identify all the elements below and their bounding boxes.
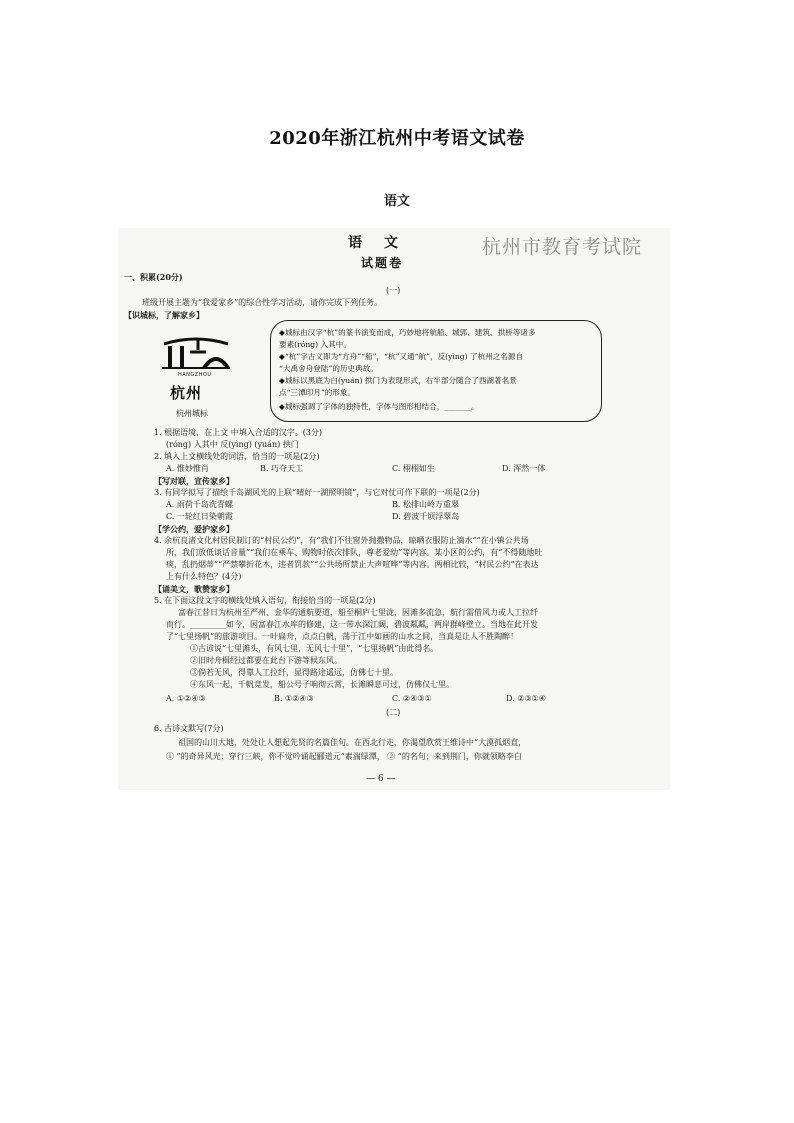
- option-d: D. 碧波千顷浮翠岛: [392, 512, 460, 521]
- section-heading: 一、积累(20分): [124, 272, 183, 282]
- passage-line: 富春江昔日为杭州至严州、金华的通航要道，船至桐庐七里泷，因滩多流急，航行需借风力或人工拉纤: [178, 608, 538, 617]
- passage-line: 了“七里扬帆”的旅游项目。一叶扁舟，点点白帆，荡于江中如画的山水之间，当真是让人不胜陶醉！: [166, 632, 519, 641]
- question-4-line: 痰，乱扔烟蒂”“严禁攀折花木，违者罚款”“公共场所禁止大声喧哗”等内容。两相比较，“村民公约”在表达: [166, 560, 539, 569]
- city-logo: [156, 328, 236, 424]
- task-heading: 【学公约，爱护家乡】: [154, 524, 234, 534]
- logo-english-text: HANGZHOU: [178, 372, 212, 378]
- part-marker: (一): [386, 286, 401, 295]
- hangzhou-logo-icon: [160, 328, 232, 372]
- box-line: ◆“杭”字古义即为“方舟”“船”，“杭”又通“航”，反(yìng) 了杭州之名源自: [279, 352, 524, 361]
- question-3: 3. 有同学拟写了描绘千岛湖风光的上联“晴好一湖照明镜”，与它对仗可作下联的一项是(2分): [154, 488, 480, 497]
- box-line: ◆城标以黑底为白(yuán) 拱门为表现形式，右半部分随合了西湖著名景: [279, 376, 517, 385]
- option-c: C. 栩栩如生: [392, 464, 435, 473]
- question-4-line: 4. 余杭良渚文化村居民制订的“村民公约”，有“我们不往窗外抛撒物品，晾晒衣服防止滴水”“在小镇公共场: [154, 536, 529, 545]
- question-5: 5. 在下面这段文字的横线处填入语句，衔接恰当的一项是(2分): [154, 596, 376, 605]
- logo-caption: 杭州城标: [176, 409, 208, 418]
- option-c: C. 一轮红日染朝霞: [166, 512, 233, 521]
- sentence-item: ④东风一起，千帆竞发，船公号子响彻云霄，长滩瞬息可过，仿佛仅七里。: [190, 680, 454, 689]
- question-1-blanks: (róng) 入其中 反(yìng) (yuán) 拱门: [166, 440, 299, 449]
- option-d: D. 浑然一体: [502, 464, 546, 473]
- box-line: 点“三潭印月”的形象。: [279, 388, 356, 397]
- part-marker: (二): [386, 708, 401, 717]
- sentence-item: ③倘若无风，得靠人工拉纤，显得路途遥远，仿佛七十里。: [190, 668, 398, 677]
- question-2: 2. 填入上文横线处的词语，恰当的一项是(2分): [154, 452, 320, 461]
- question-4-line: 上有什么特色？(4分): [166, 572, 242, 581]
- poetry-line: ① ”的奇异风光；穿行三峡，你不觉吟诵起郦道元“素湍绿潭， ② ”的名句；来到荆门，你就领略李白: [166, 752, 522, 761]
- option-a: A. 惟妙惟肖: [166, 464, 209, 473]
- option-a: A. 雨荷千岛洗青螺: [166, 500, 233, 509]
- passage-line: 而行。_________如今，因富春江水库的修建，这一带水深江阔，碧波粼粼，两岸群峰壁立。当地在此开发: [166, 620, 538, 629]
- poetry-line: 祖国的山川大地，处处让人想起先贤的名篇佳句。在西北行走，你渴望欣赏王维诗中“大漠孤烟直，: [178, 738, 527, 747]
- intro-text: 班级开展主题为“我爱家乡”的综合性学习活动，请你完成下列任务。: [142, 298, 383, 307]
- option-b: B. 巧夺天工: [260, 464, 303, 473]
- logo-chinese-text: 杭州: [170, 384, 203, 402]
- task-heading: 【写对联，宣传家乡】: [154, 476, 234, 486]
- box-line: 要素(róng) 入其中。: [279, 340, 351, 349]
- box-line: ◆城标强调了字体的独特性，字体与图形相结合，_______。: [279, 402, 479, 411]
- task-heading: 【诵美文，歌赞家乡】: [154, 584, 234, 594]
- option-b: B. ①②④③: [274, 694, 314, 703]
- question-1: 1. 根据语境，在上文 中填入合适的汉字。(3分): [154, 428, 323, 437]
- document-title: 2020年浙江杭州中考语文试卷: [269, 128, 525, 149]
- option-a: A. ①②④③: [166, 694, 206, 703]
- logo-info-box: [270, 320, 602, 422]
- page-number: — 6 —: [366, 774, 396, 784]
- box-line: ◆城标由汉字“杭”的篆书演变而成，巧妙地将航船、城郭、建筑、拱桥等诸多: [279, 328, 536, 337]
- box-line: “大禹舍舟登陆”的历史典故。: [279, 364, 378, 373]
- question-4-line: 所，我们放低谈话音量”“我们在乘车、购物时依次排队，尊老爱幼”等内容。某小区的公约，有“不得随地吐: [166, 548, 543, 557]
- sentence-item: ①古谚说“七里滩头，有风七里，无风七十里”，“七里扬帆”由此得名。: [190, 644, 439, 653]
- question-6: 6. 古诗文默写(7分): [154, 724, 224, 733]
- exam-title: 语文: [348, 235, 420, 251]
- option-c: C. ②④③①: [392, 694, 432, 703]
- option-d: D. ②③①④: [506, 694, 546, 703]
- watermark: 杭州市教育考试院: [482, 236, 643, 258]
- option-b: B. 松排山岭万重翠: [392, 500, 459, 509]
- scanned-exam-page: [118, 228, 670, 790]
- exam-subtitle: 试题卷: [361, 256, 404, 270]
- sentence-item: ②旧时舟楫经过都要在此台下游等候东风。: [190, 656, 342, 665]
- subject-heading: 语文: [383, 194, 410, 209]
- task-heading: 【识城标，了解家乡】: [124, 310, 204, 320]
